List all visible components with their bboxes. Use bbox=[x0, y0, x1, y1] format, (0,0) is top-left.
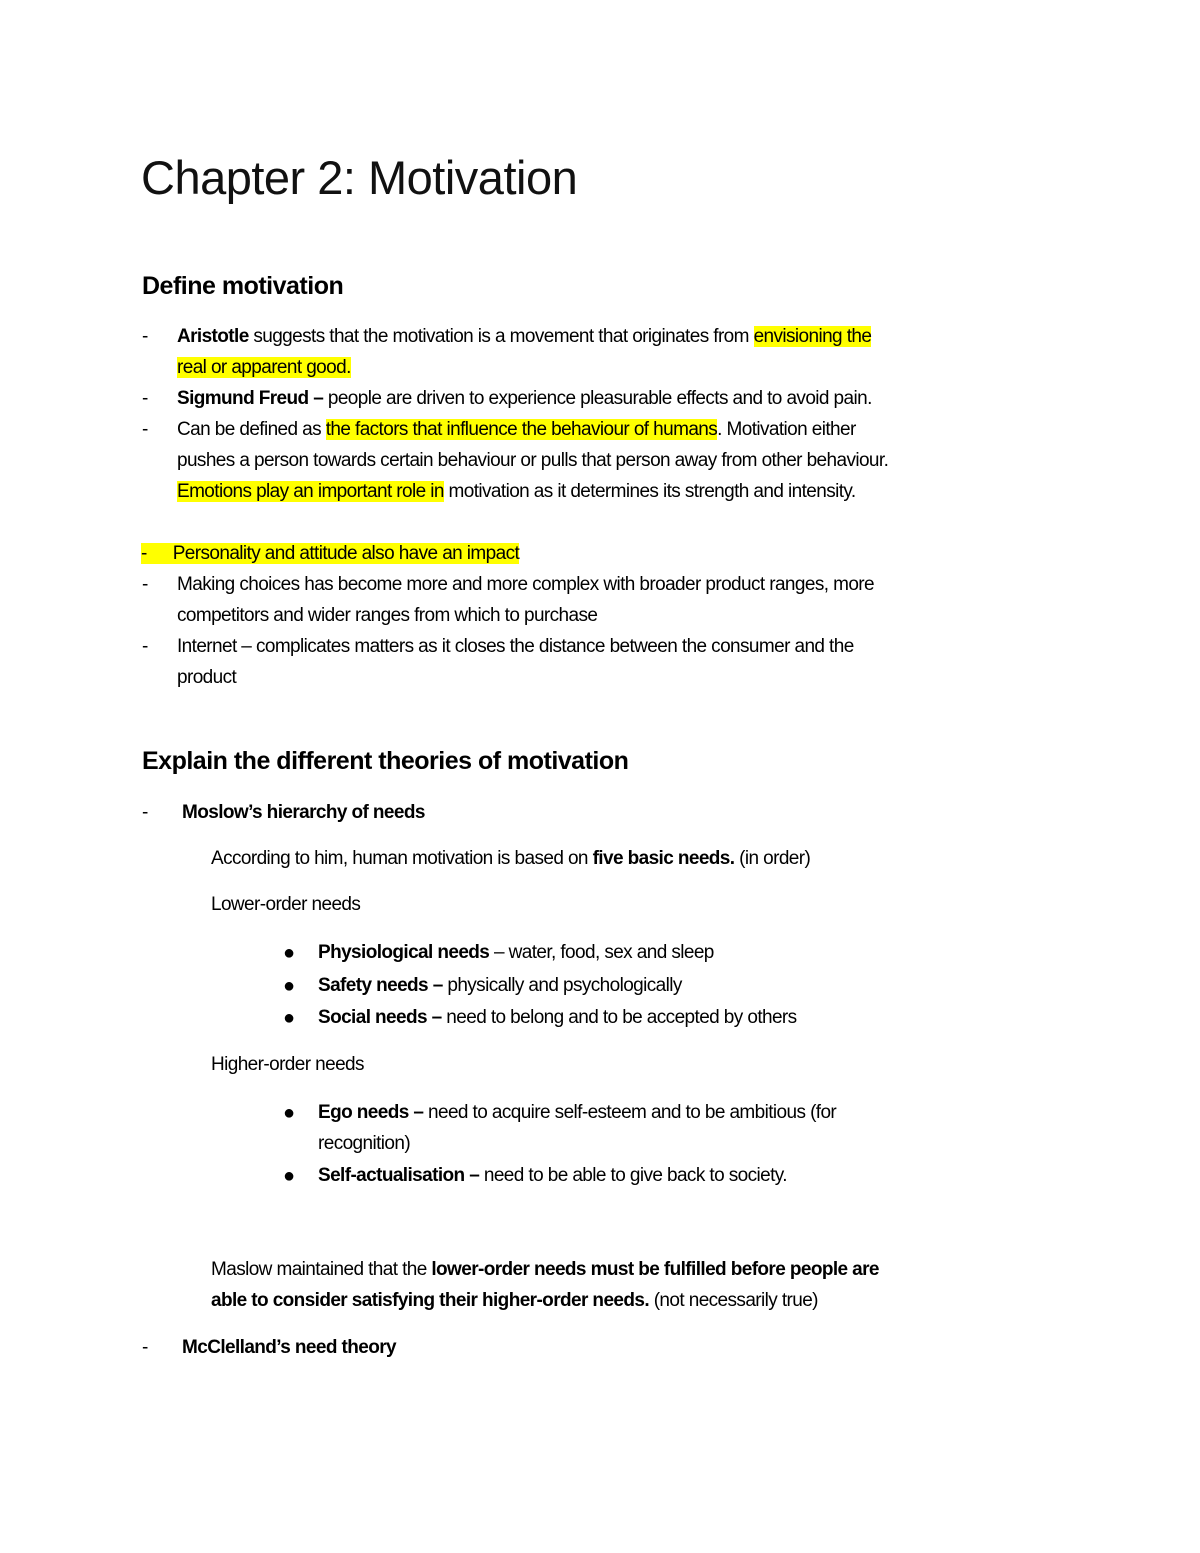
text: (not necessarily true) bbox=[649, 1290, 818, 1311]
list-item-freud bbox=[177, 386, 872, 412]
list-dash: - bbox=[142, 388, 148, 409]
item-text: need to belong and to be accepted by others bbox=[441, 1007, 797, 1028]
highlighted-text: envisioning the bbox=[753, 326, 872, 347]
bold-term: Aristotle bbox=[177, 326, 249, 347]
list-item-internet-cont: product bbox=[177, 667, 237, 688]
highlighted-text: Emotions play an important role in bbox=[177, 481, 444, 502]
maslow-intro bbox=[211, 846, 810, 872]
need-ego-cont: recognition) bbox=[318, 1133, 411, 1154]
list-item-aristotle bbox=[177, 324, 871, 350]
bullet-icon: ● bbox=[283, 975, 295, 997]
maslow-conclusion-cont bbox=[211, 1288, 818, 1314]
section-heading-theories: Explain the different theories of motivation bbox=[142, 747, 629, 775]
list-dash: - bbox=[142, 1337, 148, 1358]
list-item-personality bbox=[141, 541, 519, 567]
higher-order-label: Higher-order needs bbox=[211, 1054, 364, 1075]
item-text: motivation as it determines its strength and intensity. bbox=[443, 481, 856, 502]
mcclelland-heading: McClelland’s need theory bbox=[182, 1337, 397, 1358]
item-text: need to acquire self-esteem and to be ambitious (for bbox=[423, 1102, 837, 1123]
bullet-icon: ● bbox=[283, 942, 295, 964]
list-dash: - bbox=[142, 574, 148, 595]
need-social bbox=[318, 1005, 797, 1031]
bold-term: Self-actualisation – bbox=[318, 1165, 480, 1186]
list-item-choices-cont: competitors and wider ranges from which to purchase bbox=[177, 605, 598, 626]
item-text: Can be defined as bbox=[177, 419, 326, 440]
bold-term: Ego needs – bbox=[318, 1102, 424, 1123]
item-text: – water, food, sex and sleep bbox=[489, 942, 714, 963]
list-dash: - bbox=[142, 636, 148, 657]
need-self-actualisation bbox=[318, 1163, 787, 1189]
list-item-choices: Making choices has become more and more complex with broader product ranges, more bbox=[177, 574, 874, 595]
item-text: . Motivation either bbox=[717, 419, 856, 440]
section-heading-define-motivation: Define motivation bbox=[142, 272, 344, 300]
bold-text: lower-order needs must be fulfilled before people are bbox=[431, 1259, 879, 1280]
item-text: need to be able to give back to society. bbox=[479, 1165, 787, 1186]
need-safety bbox=[318, 973, 682, 999]
bold-text: five basic needs. bbox=[592, 848, 735, 869]
bold-term: Social needs – bbox=[318, 1007, 442, 1028]
list-item-definition bbox=[177, 417, 856, 443]
bold-text: able to consider satisfying their higher-order needs. bbox=[211, 1290, 650, 1311]
text: Maslow maintained that the bbox=[211, 1259, 432, 1280]
bold-term: Sigmund Freud – bbox=[177, 388, 324, 409]
list-item-definition-cont bbox=[177, 479, 856, 505]
need-physiological bbox=[318, 940, 714, 966]
need-ego bbox=[318, 1100, 836, 1126]
text: (in order) bbox=[734, 848, 811, 869]
highlighted-text: Personality and attitude also have an impact bbox=[165, 543, 519, 564]
lower-order-label: Lower-order needs bbox=[211, 894, 361, 915]
list-dash: - bbox=[142, 326, 148, 347]
list-item-definition-cont: pushes a person towards certain behaviour or pulls that person away from other behaviour. bbox=[177, 450, 889, 471]
bullet-icon: ● bbox=[283, 1102, 295, 1124]
list-item-aristotle-cont bbox=[177, 355, 351, 381]
list-dash: - bbox=[142, 802, 148, 823]
highlighted-text: the factors that influence the behaviour of humans bbox=[325, 419, 718, 440]
maslow-heading: Moslow’s hierarchy of needs bbox=[182, 802, 425, 823]
item-text: people are driven to experience pleasurable effects and to avoid pain. bbox=[323, 388, 872, 409]
list-item-internet: Internet – complicates matters as it closes the distance between the consumer and the bbox=[177, 636, 854, 657]
list-dash: - bbox=[142, 419, 148, 440]
highlighted-text: real or apparent good. bbox=[177, 357, 351, 378]
bullet-icon: ● bbox=[283, 1007, 295, 1029]
item-text: physically and psychologically bbox=[442, 975, 682, 996]
item-text: suggests that the motivation is a movement that originates from bbox=[248, 326, 754, 347]
highlighted-dash: - bbox=[141, 543, 173, 564]
page-title: Chapter 2: Motivation bbox=[141, 151, 578, 204]
bullet-icon: ● bbox=[283, 1165, 295, 1187]
bold-term: Safety needs – bbox=[318, 975, 443, 996]
text: According to him, human motivation is based on bbox=[211, 848, 593, 869]
bold-term: Physiological needs bbox=[318, 942, 490, 963]
maslow-conclusion bbox=[211, 1257, 879, 1283]
